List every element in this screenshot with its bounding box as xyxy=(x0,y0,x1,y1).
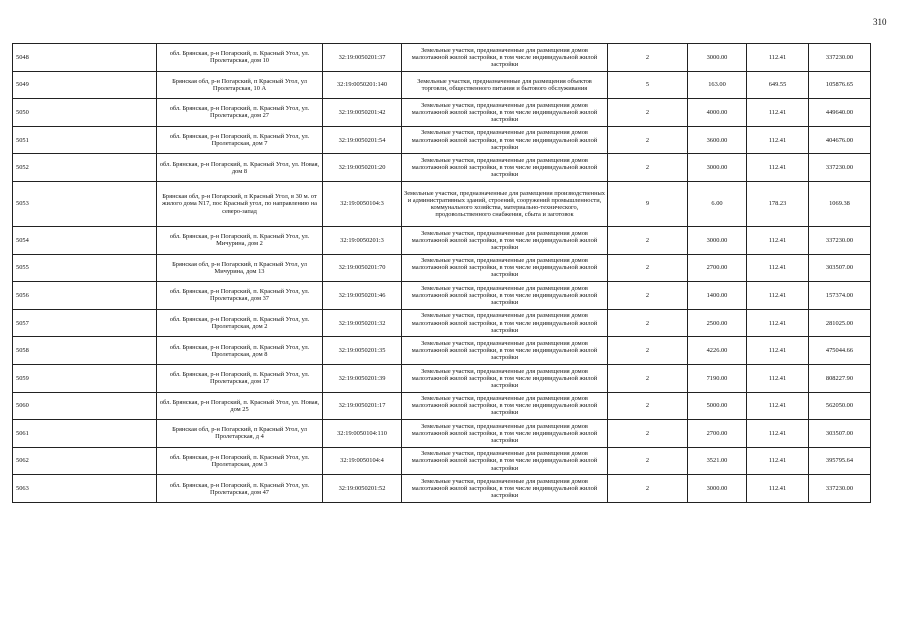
area-cell: 3000.00 xyxy=(688,226,747,254)
area-cell: 4226.00 xyxy=(688,337,747,365)
area-cell: 2500.00 xyxy=(688,309,747,337)
cadastral-number-cell: 32:19:0050201:37 xyxy=(323,44,402,72)
area-cell: 2700.00 xyxy=(688,254,747,282)
area-cell: 3000.00 xyxy=(688,44,747,72)
row-number: 5056 xyxy=(13,282,157,310)
rate-cell: 178.23 xyxy=(747,181,809,226)
rate-cell: 112.41 xyxy=(747,154,809,182)
row-number: 5053 xyxy=(13,181,157,226)
address-cell: обл. Брянская, р-н Погарский, п. Красный Угол, ул. Пролетарская, дом 7 xyxy=(157,126,323,154)
rate-cell: 112.41 xyxy=(747,254,809,282)
group-cell: 2 xyxy=(608,99,688,127)
registry-body xyxy=(13,44,871,503)
cadastral-number-cell: 32:19:0050201:46 xyxy=(323,282,402,310)
table-row xyxy=(13,364,871,392)
address-cell: обл. Брянская, р-н Погарский, п. Красный Угол, ул. Новая, дом 8 xyxy=(157,154,323,182)
table-row xyxy=(13,126,871,154)
cadastral-value-cell: 105876.65 xyxy=(809,71,871,99)
cadastral-value-cell: 337230.00 xyxy=(809,154,871,182)
cadastral-value-cell: 1069.38 xyxy=(809,181,871,226)
table-row xyxy=(13,226,871,254)
cadastral-number-cell: 32:19:0050201:54 xyxy=(323,126,402,154)
table-row xyxy=(13,392,871,420)
rate-cell: 649.55 xyxy=(747,71,809,99)
cadastral-number-cell: 32:19:0050201:42 xyxy=(323,99,402,127)
group-cell: 2 xyxy=(608,309,688,337)
cadastral-number-cell: 32:19:0050104:4 xyxy=(323,447,402,475)
table-row xyxy=(13,475,871,503)
address-cell: Брянская обл, р-н Погарский, п Красный Угол, ул Пролетарская, д 4 xyxy=(157,420,323,448)
group-cell: 2 xyxy=(608,126,688,154)
rate-cell: 112.41 xyxy=(747,99,809,127)
rate-cell: 112.41 xyxy=(747,337,809,365)
rate-cell: 112.41 xyxy=(747,282,809,310)
group-cell: 2 xyxy=(608,254,688,282)
land-use-cell: Земельные участки, предназначенные для размещения домов малоэтажной жилой застройки, в том числе индивидуальной жилой застройки xyxy=(402,44,608,72)
cadastral-value-cell: 562050.00 xyxy=(809,392,871,420)
rate-cell: 112.41 xyxy=(747,364,809,392)
land-use-cell: Земельные участки, предназначенные для размещения домов малоэтажной жилой застройки, в том числе индивидуальной жилой застройки xyxy=(402,309,608,337)
land-use-cell: Земельные участки, предназначенные для размещения домов малоэтажной жилой застройки, в том числе индивидуальной жилой застройки xyxy=(402,226,608,254)
area-cell: 1400.00 xyxy=(688,282,747,310)
area-cell: 3000.00 xyxy=(688,475,747,503)
cadastral-value-cell: 337230.00 xyxy=(809,44,871,72)
row-number: 5057 xyxy=(13,309,157,337)
cadastral-number-cell: 32:19:0050201:39 xyxy=(323,364,402,392)
cadastral-value-cell: 808227.90 xyxy=(809,364,871,392)
address-cell: обл. Брянская, р-н Погарский, п. Красный Угол, ул. Пролетарская, дом 37 xyxy=(157,282,323,310)
table-row xyxy=(13,420,871,448)
address-cell: Брянская обл, р-н Погарский, п Красный Угол, ул Пролетарская, 10 А xyxy=(157,71,323,99)
cadastral-value-cell: 337230.00 xyxy=(809,226,871,254)
table-row xyxy=(13,282,871,310)
area-cell: 5000.00 xyxy=(688,392,747,420)
cadastral-value-cell: 303507.00 xyxy=(809,420,871,448)
cadastral-number-cell: 32:19:0050201:17 xyxy=(323,392,402,420)
row-number: 5062 xyxy=(13,447,157,475)
table-row xyxy=(13,309,871,337)
row-number: 5063 xyxy=(13,475,157,503)
area-cell: 4000.00 xyxy=(688,99,747,127)
group-cell: 2 xyxy=(608,420,688,448)
cadastral-number-cell: 32:19:0050201:70 xyxy=(323,254,402,282)
area-cell: 7190.00 xyxy=(688,364,747,392)
row-number: 5051 xyxy=(13,126,157,154)
table-row xyxy=(13,181,871,226)
table-row xyxy=(13,254,871,282)
land-registry-table xyxy=(12,43,871,503)
rate-cell: 112.41 xyxy=(747,226,809,254)
cadastral-value-cell: 157374.00 xyxy=(809,282,871,310)
cadastral-number-cell: 32:19:0050201:20 xyxy=(323,154,402,182)
group-cell: 9 xyxy=(608,181,688,226)
area-cell: 2700.00 xyxy=(688,420,747,448)
group-cell: 2 xyxy=(608,337,688,365)
cadastral-value-cell: 395795.64 xyxy=(809,447,871,475)
land-use-cell: Земельные участки, предназначенные для размещения объектов торговли, общественного питания и бытового обслуживания xyxy=(402,71,608,99)
address-cell: обл. Брянская, р-н Погарский, п. Красный Угол, ул. Пролетарская, дом 17 xyxy=(157,364,323,392)
cadastral-value-cell: 303507.00 xyxy=(809,254,871,282)
row-number: 5049 xyxy=(13,71,157,99)
address-cell: обл. Брянская, р-н Погарский, п. Красный Угол, ул. Пролетарская, дом 3 xyxy=(157,447,323,475)
rate-cell: 112.41 xyxy=(747,392,809,420)
table-row xyxy=(13,337,871,365)
cadastral-number-cell: 32:19:0050201:35 xyxy=(323,337,402,365)
group-cell: 2 xyxy=(608,447,688,475)
table-row xyxy=(13,154,871,182)
land-use-cell: Земельные участки, предназначенные для размещения домов малоэтажной жилой застройки, в том числе индивидуальной жилой застройки xyxy=(402,126,608,154)
address-cell: обл. Брянская, р-н Погарский, п. Красный Угол, ул. Пролетарская, дом 2 xyxy=(157,309,323,337)
address-cell: обл. Брянская, р-н Погарский, п. Красный Угол, ул. Пролетарская, дом 47 xyxy=(157,475,323,503)
land-use-cell: Земельные участки, предназначенные для размещения домов малоэтажной жилой застройки, в том числе индивидуальной жилой застройки xyxy=(402,364,608,392)
group-cell: 2 xyxy=(608,475,688,503)
cadastral-value-cell: 337230.00 xyxy=(809,475,871,503)
cadastral-value-cell: 475044.66 xyxy=(809,337,871,365)
address-cell: обл. Брянская, р-н Погарский, п. Красный Угол, ул. Новая, дом 25 xyxy=(157,392,323,420)
address-cell: обл. Брянская, р-н Погарский, п. Красный Угол, ул. Мичурина, дом 2 xyxy=(157,226,323,254)
cadastral-number-cell: 32:19:0050201:3 xyxy=(323,226,402,254)
row-number: 5055 xyxy=(13,254,157,282)
row-number: 5052 xyxy=(13,154,157,182)
land-use-cell: Земельные участки, предназначенные для размещения домов малоэтажной жилой застройки, в том числе индивидуальной жилой застройки xyxy=(402,99,608,127)
cadastral-value-cell: 449640.00 xyxy=(809,99,871,127)
row-number: 5058 xyxy=(13,337,157,365)
address-cell: Брянская обл, р-н Погарский, п Красный Угол, в 30 м. от жилого дома N17, пос Красный угол, по направлению на северо-запад xyxy=(157,181,323,226)
cadastral-number-cell: 32:19:0050104:3 xyxy=(323,181,402,226)
table-row xyxy=(13,44,871,72)
rate-cell: 112.41 xyxy=(747,447,809,475)
address-cell: обл. Брянская, р-н Погарский, п. Красный Угол, ул. Пролетарская, дом 8 xyxy=(157,337,323,365)
address-cell: Брянская обл, р-н Погарский, п Красный Угол, ул Мичурина, дом 13 xyxy=(157,254,323,282)
group-cell: 2 xyxy=(608,154,688,182)
cadastral-number-cell: 32:19:0050201:140 xyxy=(323,71,402,99)
row-number: 5061 xyxy=(13,420,157,448)
area-cell: 163.00 xyxy=(688,71,747,99)
group-cell: 2 xyxy=(608,282,688,310)
land-use-cell: Земельные участки, предназначенные для размещения домов малоэтажной жилой застройки, в том числе индивидуальной жилой застройки xyxy=(402,154,608,182)
land-use-cell: Земельные участки, предназначенные для размещения производственных и административных зданий, строений, сооружений промышленности, коммунального хозяйства, материально-технического, продовольственного снабжения, сбыта и заготовок xyxy=(402,181,608,226)
land-use-cell: Земельные участки, предназначенные для размещения домов малоэтажной жилой застройки, в том числе индивидуальной жилой застройки xyxy=(402,254,608,282)
area-cell: 3521.00 xyxy=(688,447,747,475)
land-use-cell: Земельные участки, предназначенные для размещения домов малоэтажной жилой застройки, в том числе индивидуальной жилой застройки xyxy=(402,282,608,310)
row-number: 5050 xyxy=(13,99,157,127)
rate-cell: 112.41 xyxy=(747,420,809,448)
group-cell: 2 xyxy=(608,364,688,392)
cadastral-number-cell: 32:19:0050201:52 xyxy=(323,475,402,503)
area-cell: 3000.00 xyxy=(688,154,747,182)
rate-cell: 112.41 xyxy=(747,475,809,503)
group-cell: 2 xyxy=(608,44,688,72)
page-number: 310 xyxy=(873,17,887,27)
table-row xyxy=(13,99,871,127)
row-number: 5059 xyxy=(13,364,157,392)
land-use-cell: Земельные участки, предназначенные для размещения домов малоэтажной жилой застройки, в том числе индивидуальной жилой застройки xyxy=(402,337,608,365)
table-row xyxy=(13,447,871,475)
land-use-cell: Земельные участки, предназначенные для размещения домов малоэтажной жилой застройки, в том числе индивидуальной жилой застройки xyxy=(402,420,608,448)
area-cell: 3600.00 xyxy=(688,126,747,154)
group-cell: 5 xyxy=(608,71,688,99)
cadastral-value-cell: 281025.00 xyxy=(809,309,871,337)
group-cell: 2 xyxy=(608,226,688,254)
address-cell: обл. Брянская, р-н Погарский, п. Красный Угол, ул. Пролетарская, дом 10 xyxy=(157,44,323,72)
land-use-cell: Земельные участки, предназначенные для размещения домов малоэтажной жилой застройки, в том числе индивидуальной жилой застройки xyxy=(402,475,608,503)
area-cell: 6.00 xyxy=(688,181,747,226)
row-number: 5054 xyxy=(13,226,157,254)
rate-cell: 112.41 xyxy=(747,44,809,72)
address-cell: обл. Брянская, р-н Погарский, п. Красный Угол, ул. Пролетарская, дом 27 xyxy=(157,99,323,127)
cadastral-number-cell: 32:19:0050104:110 xyxy=(323,420,402,448)
land-use-cell: Земельные участки, предназначенные для размещения домов малоэтажной жилой застройки, в том числе индивидуальной жилой застройки xyxy=(402,447,608,475)
rate-cell: 112.41 xyxy=(747,126,809,154)
cadastral-value-cell: 404676.00 xyxy=(809,126,871,154)
group-cell: 2 xyxy=(608,392,688,420)
row-number: 5060 xyxy=(13,392,157,420)
table-row xyxy=(13,71,871,99)
row-number: 5048 xyxy=(13,44,157,72)
rate-cell: 112.41 xyxy=(747,309,809,337)
cadastral-number-cell: 32:19:0050201:32 xyxy=(323,309,402,337)
land-use-cell: Земельные участки, предназначенные для размещения домов малоэтажной жилой застройки, в том числе индивидуальной жилой застройки xyxy=(402,392,608,420)
